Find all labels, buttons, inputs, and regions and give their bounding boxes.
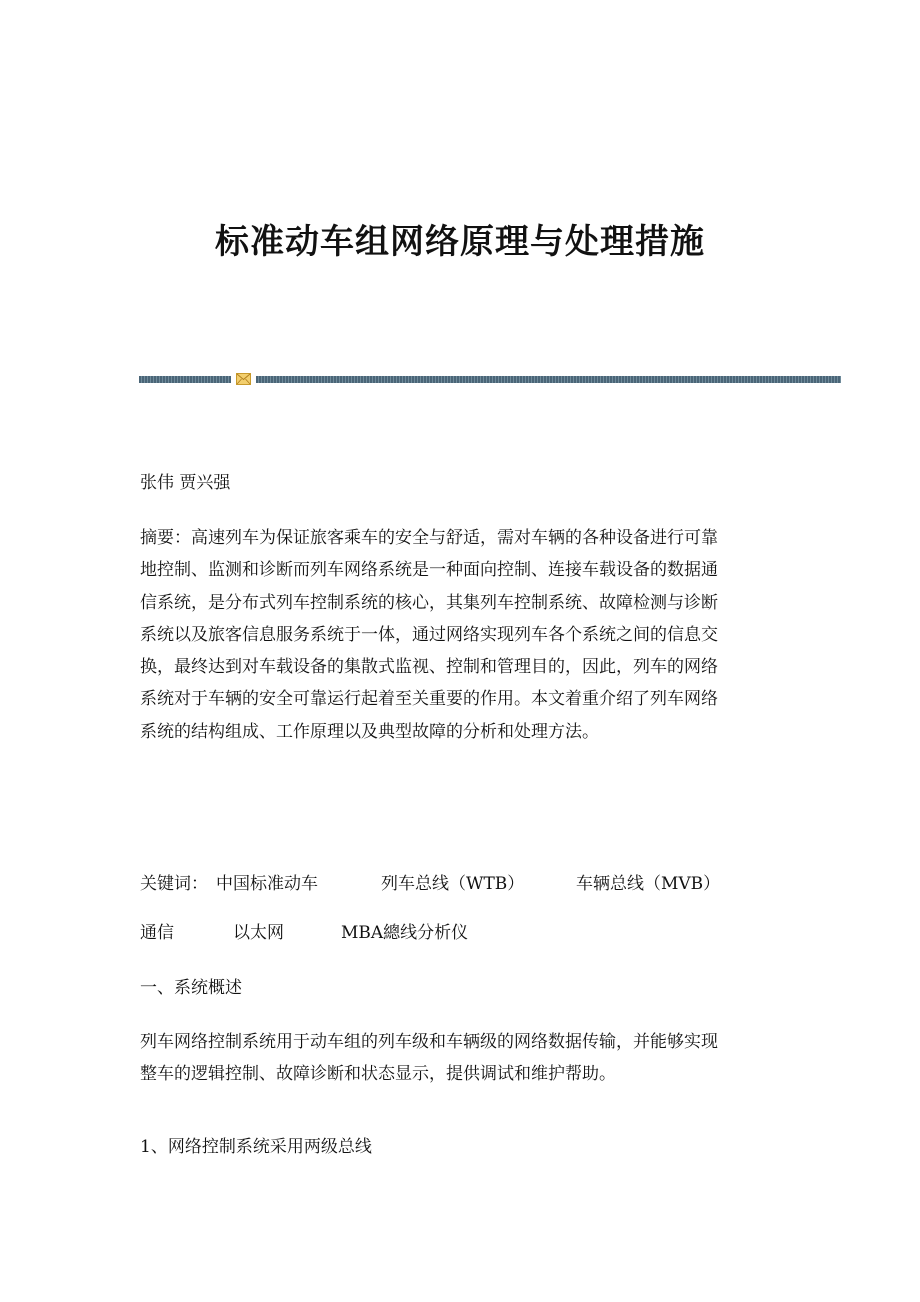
divider-bar-left (139, 376, 231, 383)
keywords-label: 关键词： (140, 874, 208, 894)
abstract (140, 522, 780, 748)
subsection-heading: 1、网络控制系统采用两级总线 (140, 1137, 372, 1157)
section-heading: 一、系统概述 (140, 978, 242, 998)
abstract-line: 系统以及旅客信息服务系统于一体，通过网络实现列车各个系统之间的信息交 (140, 624, 718, 645)
divider-bar-right (256, 376, 841, 383)
authors: 张伟 贾兴强 (140, 473, 231, 493)
abstract-line: 换，最终达到对车载设备的集散式监视、控制和管理目的，因此，列车的网络 (140, 657, 718, 678)
document-title: 标准动车组网络原理与处理措施 (215, 222, 705, 262)
keyword: 以太网 (233, 923, 284, 943)
abstract-line: 摘要：高速列车为保证旅客乘车的安全与舒适，需对车辆的各种设备进行可靠 (140, 528, 718, 548)
keyword: 列车总线（WTB） (381, 874, 525, 894)
paragraph-line: 整车的逻辑控制、故障诊断和状态显示，提供调试和维护帮助。 (140, 1064, 616, 1085)
keyword: MBA總线分析仪 (341, 923, 469, 943)
abstract-line: 地控制、监测和诊断而列车网络系统是一种面向控制、连接车载设备的数据通 (140, 560, 718, 581)
abstract-line: 信系统，是分布式列车控制系统的核心，其集列车控制系统、故障检测与诊断 (140, 592, 718, 613)
paragraph-line: 列车网络控制系统用于动车组的列车级和车辆级的网络数据传输，并能够实现 (140, 1032, 718, 1052)
keyword: 车辆总线（MVB） (576, 874, 721, 894)
section-paragraph (140, 1026, 780, 1091)
title-divider (139, 373, 841, 385)
envelope-icon (236, 373, 251, 385)
abstract-line: 系统的结构组成、工作原理以及典型故障的分析和处理方法。 (140, 721, 599, 742)
keyword: 通信 (140, 923, 174, 943)
abstract-line: 系统对于车辆的安全可靠运行起着至关重要的作用。本文着重介绍了列车网络 (140, 689, 718, 710)
keyword: 中国标准动车 (216, 874, 318, 894)
